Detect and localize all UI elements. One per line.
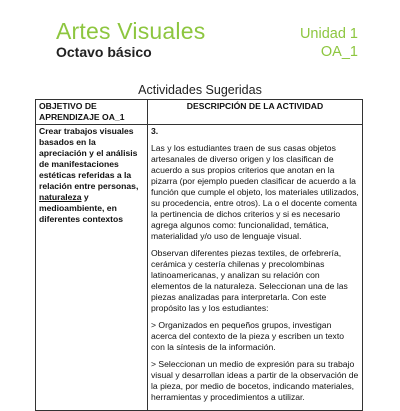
activity-number: 3.: [151, 126, 159, 136]
objective-code: OA_1: [320, 44, 358, 60]
objective-column-header: OBJETIVO DE APRENDIZAJE OA_1: [36, 100, 148, 125]
objective-underlined-word: naturaleza: [39, 192, 82, 202]
activity-paragraph: Observan diferentes piezas textiles, de orfebrería, cerámica y cestería chilenas y precolombinas latinoamericanas, y analizan su relación con elementos de la naturaleza. Seleccionan una de las piezas analizadas para interpretarla. Con este propósito las y los estudiantes:: [151, 248, 348, 313]
table-header-row: [36, 100, 363, 125]
objective-text-part1: Crear trabajos visuales basados en la apreciación y el análisis de manifestaciones estéticas referidas a la relación entre personas,: [39, 126, 139, 191]
description-column-header: DESCRIPCIÓN DE LA ACTIVIDAD: [148, 100, 363, 125]
document-title: Artes Visuales: [56, 18, 206, 44]
description-cell: [148, 125, 363, 411]
objective-text-part2: y medioambiente, en diferentes contextos: [39, 192, 124, 224]
table-row: [36, 125, 363, 411]
section-title: Actividades Sugeridas: [138, 83, 262, 97]
activities-table: [35, 99, 363, 411]
activity-paragraph: > Seleccionan un medio de expresión para su trabajo visual y desarrollan ideas a partir de la observación de la pieza, por medio de bocetos, indicando materiales, herramientas y procedimientos a utilizar.: [151, 359, 359, 402]
document-header: [0, 0, 400, 70]
activity-paragraph: > Organizados en pequeños grupos, investigan acerca del contexto de la pieza y escriben un texto con la síntesis de la información.: [151, 320, 344, 352]
unit-label: Unidad 1: [299, 26, 358, 42]
objective-cell: [36, 125, 148, 411]
activity-paragraph: Las y los estudiantes traen de sus casas objetos artesanales de diverso origen y los clasifican de acuerdo a sus propios criterios que anotan en la pizarra (por ejemplo pueden clasificar de acuerdo a la función que cumple el objeto, los materiales utilizados, su procedencia, entre otros). La o el docente comenta la pertinencia de dichos criterios y si es necesario agrega algunos como: funcionalidad, temática, materialidad y/o uso de lenguaje visual.: [151, 143, 359, 241]
document-subtitle: Octavo básico: [56, 44, 152, 60]
